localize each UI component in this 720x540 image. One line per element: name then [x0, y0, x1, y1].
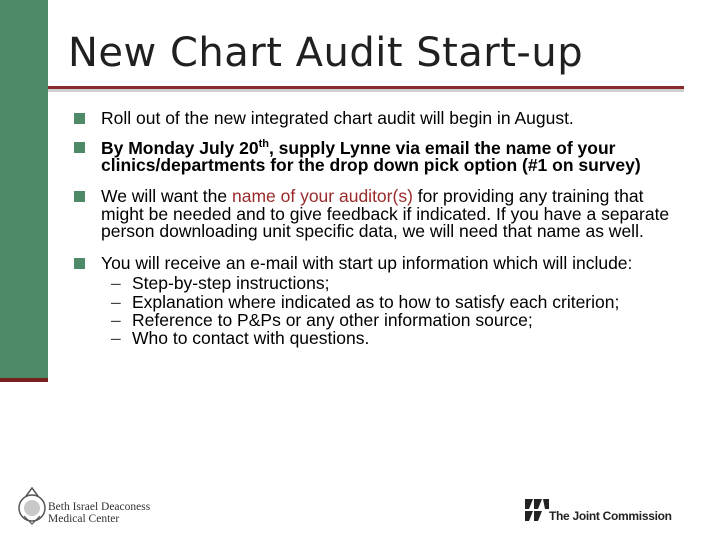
square-bullet-icon: [74, 191, 85, 202]
sub-bullet-item: [101, 293, 682, 311]
dash-bullet-icon: –: [111, 291, 121, 312]
ordinal-superscript: th: [258, 137, 269, 150]
bullet-text: Roll out of the new integrated chart audit will begin in August.: [101, 108, 574, 128]
sub-bullet-text: Step-by-step instructions;: [132, 273, 330, 294]
dash-bullet-icon: –: [111, 273, 121, 294]
bullet-item: [72, 110, 682, 128]
dash-bullet-icon: –: [111, 310, 121, 331]
sub-bullet-text: Who to contact with questions.: [132, 328, 370, 349]
sub-bullet-item: [101, 274, 682, 292]
joint-commission-logo-icon: [525, 495, 549, 523]
square-bullet-icon: [74, 113, 85, 124]
bullet-item: [72, 139, 682, 175]
sub-bullet-item: [101, 329, 682, 347]
slide-title: New Chart Audit Start-up: [68, 30, 584, 76]
sub-bullet-item: [101, 311, 682, 329]
bullet-text-part: , supply Lynne via email the name of your clinics/departments for the drop down pick option (#1 on survey): [101, 137, 641, 175]
bidmc-logo-text: [48, 502, 150, 525]
bidmc-logo-line1: Beth Israel Deaconess: [48, 501, 151, 513]
title-underline-shadow: [48, 89, 684, 92]
bullet-text-part: By Monday July 20: [101, 137, 259, 158]
bullet-text-part: We will want the: [101, 186, 232, 207]
bullet-text-part: for providing any training that might be needed and to give feedback if indicated. If you have a separate person downloading unit specific data, we will need that name as well.: [101, 186, 670, 242]
square-bullet-icon: [74, 258, 85, 269]
bullet-item: [72, 252, 682, 349]
bullet-text: You will receive an e-mail with start up information which will include:: [101, 252, 633, 273]
bullet-list: [72, 110, 682, 359]
sidebar-accent-bar: [0, 0, 48, 378]
bullet-item: [72, 188, 682, 241]
joint-commission-logo-text: The Joint Commission: [549, 509, 672, 523]
highlighted-phrase: name of your auditor(s): [231, 186, 413, 207]
sub-bullet-text: Explanation where indicated as to how to satisfy each criterion;: [132, 291, 620, 312]
bidmc-logo-line2: Medical Center: [48, 512, 120, 525]
sub-bullet-list: [101, 274, 682, 348]
square-bullet-icon: [74, 142, 85, 153]
sub-bullet-text: Reference to P&Ps or any other information source;: [132, 310, 533, 331]
dash-bullet-icon: –: [111, 328, 121, 349]
sidebar-accent-bottom: [0, 378, 48, 382]
